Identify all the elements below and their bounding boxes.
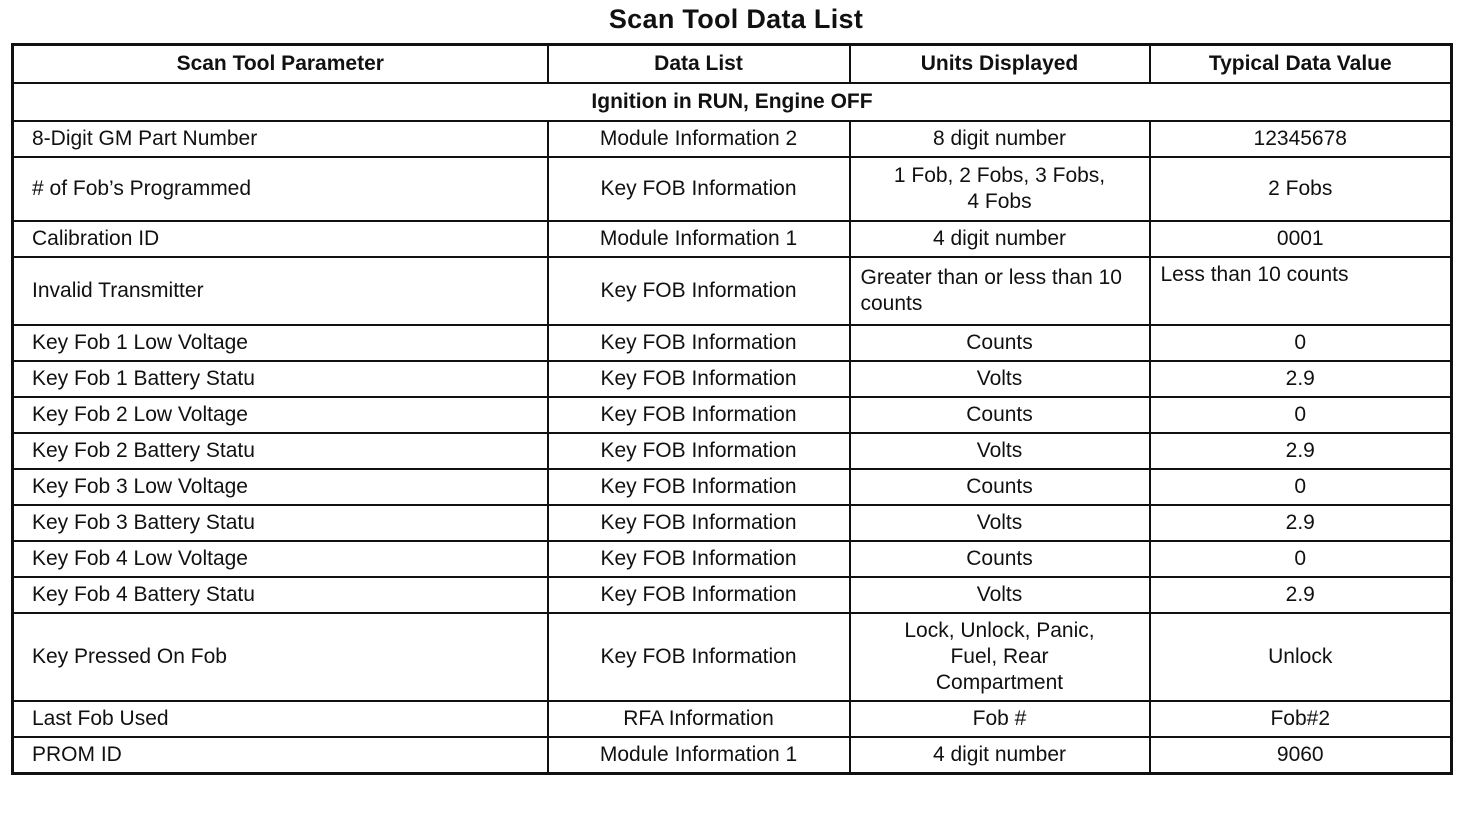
table-row <box>13 157 1452 221</box>
table-row <box>13 701 1452 737</box>
cell-parameter: Invalid Transmitter <box>13 257 548 325</box>
table-row <box>13 397 1452 433</box>
cell-parameter: Key Fob 1 Battery Statu <box>13 361 548 397</box>
header-row <box>13 45 1452 84</box>
cell-data-list: Key FOB Information <box>548 613 850 701</box>
cell-units: Counts <box>850 325 1150 361</box>
scan-tool-data-table <box>11 43 1453 775</box>
table-row <box>13 541 1452 577</box>
table-row <box>13 737 1452 774</box>
cell-typical-value: 2 Fobs <box>1150 157 1452 221</box>
table-row <box>13 613 1452 701</box>
cell-parameter: Key Fob 4 Battery Statu <box>13 577 548 613</box>
cell-units: 1 Fob, 2 Fobs, 3 Fobs, 4 Fobs <box>850 157 1150 221</box>
cell-units: Greater than or less than 10 counts <box>850 257 1150 325</box>
cell-typical-value: 0001 <box>1150 221 1452 257</box>
cell-typical-value: Unlock <box>1150 613 1452 701</box>
section-label: Ignition in RUN, Engine OFF <box>13 83 1452 121</box>
cell-parameter: Key Pressed On Fob <box>13 613 548 701</box>
cell-units: Counts <box>850 397 1150 433</box>
cell-units: Counts <box>850 469 1150 505</box>
cell-units: Counts <box>850 541 1150 577</box>
header-parameter: Scan Tool Parameter <box>13 45 548 84</box>
cell-parameter: PROM ID <box>13 737 548 774</box>
cell-parameter: Key Fob 1 Low Voltage <box>13 325 548 361</box>
cell-parameter: Calibration ID <box>13 221 548 257</box>
cell-units: Volts <box>850 433 1150 469</box>
cell-units: 8 digit number <box>850 121 1150 157</box>
cell-typical-value: 9060 <box>1150 737 1452 774</box>
cell-parameter: Last Fob Used <box>13 701 548 737</box>
cell-parameter: Key Fob 4 Low Voltage <box>13 541 548 577</box>
cell-data-list: Module Information 1 <box>548 737 850 774</box>
cell-data-list: Key FOB Information <box>548 469 850 505</box>
cell-units: 4 digit number <box>850 221 1150 257</box>
table-row <box>13 433 1452 469</box>
cell-data-list: Key FOB Information <box>548 577 850 613</box>
table-row <box>13 505 1452 541</box>
cell-typical-value: 2.9 <box>1150 505 1452 541</box>
cell-units: Volts <box>850 505 1150 541</box>
header-units: Units Displayed <box>850 45 1150 84</box>
table-row <box>13 257 1452 325</box>
cell-data-list: Key FOB Information <box>548 157 850 221</box>
cell-typical-value: 0 <box>1150 397 1452 433</box>
table-title: Scan Tool Data List <box>608 4 864 34</box>
cell-typical-value: Less than 10 counts <box>1150 257 1452 325</box>
table-row <box>13 361 1452 397</box>
cell-typical-value: 2.9 <box>1150 361 1452 397</box>
cell-parameter: Key Fob 2 Low Voltage <box>13 397 548 433</box>
cell-parameter: # of Fob’s Programmed <box>13 157 548 221</box>
cell-units: Fob # <box>850 701 1150 737</box>
cell-data-list: Key FOB Information <box>548 541 850 577</box>
header-typical-value: Typical Data Value <box>1150 45 1452 84</box>
cell-parameter: 8-Digit GM Part Number <box>13 121 548 157</box>
cell-typical-value: 0 <box>1150 325 1452 361</box>
cell-typical-value: 0 <box>1150 469 1452 505</box>
cell-typical-value: Fob#2 <box>1150 701 1452 737</box>
cell-typical-value: 0 <box>1150 541 1452 577</box>
cell-units: 4 digit number <box>850 737 1150 774</box>
cell-parameter: Key Fob 2 Battery Statu <box>13 433 548 469</box>
cell-data-list: Key FOB Information <box>548 433 850 469</box>
cell-data-list: Key FOB Information <box>548 361 850 397</box>
cell-typical-value: 12345678 <box>1150 121 1452 157</box>
table-row <box>13 325 1452 361</box>
cell-data-list: Module Information 2 <box>548 121 850 157</box>
cell-data-list: Key FOB Information <box>548 325 850 361</box>
cell-data-list: Key FOB Information <box>548 397 850 433</box>
cell-parameter: Key Fob 3 Low Voltage <box>13 469 548 505</box>
cell-data-list: Module Information 1 <box>548 221 850 257</box>
table-row <box>13 577 1452 613</box>
table-row <box>13 221 1452 257</box>
section-row <box>13 83 1452 121</box>
cell-typical-value: 2.9 <box>1150 433 1452 469</box>
cell-data-list: Key FOB Information <box>548 505 850 541</box>
cell-typical-value: 2.9 <box>1150 577 1452 613</box>
cell-data-list: Key FOB Information <box>548 257 850 325</box>
header-data-list: Data List <box>548 45 850 84</box>
cell-parameter: Key Fob 3 Battery Statu <box>13 505 548 541</box>
cell-data-list: RFA Information <box>548 701 850 737</box>
cell-units: Lock, Unlock, Panic, Fuel, Rear Compartment <box>850 613 1150 701</box>
table-row <box>13 121 1452 157</box>
cell-units: Volts <box>850 577 1150 613</box>
table-row <box>13 469 1452 505</box>
cell-units: Volts <box>850 361 1150 397</box>
